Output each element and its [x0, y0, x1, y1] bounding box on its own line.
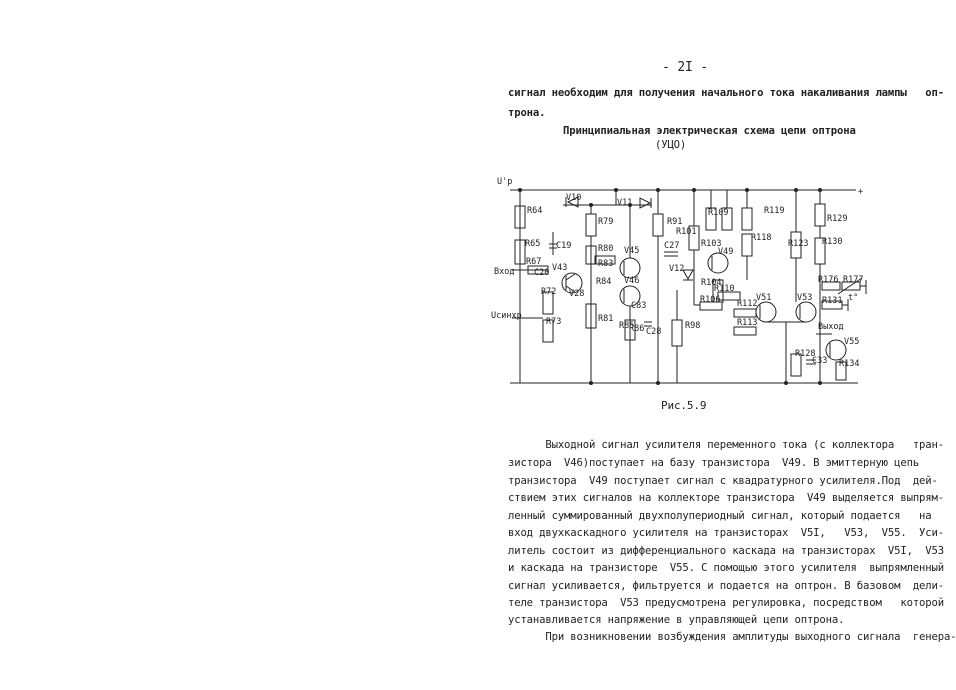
output-label: Выход [818, 322, 844, 332]
component-label: R109 [708, 208, 729, 218]
component-label: R67 [526, 257, 542, 267]
component-label: C83 [631, 301, 647, 311]
component-label: R81 [598, 314, 614, 324]
body-text-line: сигнал усиливается, фильтруется и подается на оптрон. В базовом дели- [508, 580, 944, 592]
body-text-line: транзистора V49 поступает сигнал с квадратурного усилителя.Под дей- [508, 475, 938, 487]
component-label: R85 [619, 321, 635, 331]
component-label: V51 [756, 293, 772, 303]
component-label: R129 [827, 214, 848, 224]
figure-caption: Рис.5.9 [661, 399, 707, 412]
supply-label: U'р [497, 177, 513, 187]
component-label: R128 [795, 349, 816, 359]
component-label: R79 [598, 217, 614, 227]
intro-text-line: трона. [508, 107, 546, 119]
component-label: V46 [624, 276, 640, 286]
body-text-line: ствием этих сигналов на коллекторе транзистора V49 выделяется выпрям- [508, 492, 944, 504]
component-label: R98 [685, 321, 701, 331]
component-label: C19 [556, 241, 572, 251]
component-label: V10 [566, 193, 582, 203]
component-label: R118 [751, 233, 772, 243]
figure-title: Принципиальная электрическая схема цепи оптрона [563, 125, 856, 137]
page-number: - 2I - [662, 60, 709, 75]
component-label: R65 [525, 239, 541, 249]
plus-label: + [858, 187, 864, 197]
component-label: R64 [527, 206, 543, 216]
component-label: V43 [552, 263, 568, 273]
component-label: V53 [797, 293, 813, 303]
component-label: R86 [629, 324, 645, 334]
component-label: R73 [546, 317, 562, 327]
component-label: R106 [700, 295, 721, 305]
component-label: R176 [818, 275, 839, 285]
component-label: R80 [598, 244, 614, 254]
component-label: R91 [667, 217, 683, 227]
body-text-line: и каскада на транзисторе V55. С помощью этого усилителя выпрямленный [508, 562, 944, 574]
body-text-line: ленный суммированный двухполупериодный сигнал, который подается на [508, 510, 932, 522]
component-label: R104 [701, 278, 722, 288]
component-label: R84 [596, 277, 612, 287]
component-label: R112 [737, 299, 758, 309]
body-text-line: устанавливается напряжение в управляющей цепи оптрона. [508, 614, 845, 626]
component-label: C28 [646, 327, 662, 337]
component-label: R113 [737, 318, 758, 328]
component-label: R72 [541, 287, 557, 297]
component-label: R83 [598, 259, 614, 269]
input-label: Вход [494, 267, 515, 277]
component-label: R131 [822, 296, 843, 306]
component-label: C33 [812, 356, 828, 366]
body-text-line: литель состоит из дифференциального каскада на транзисторах V5I, V53 [508, 545, 944, 557]
component-label: R134 [839, 359, 860, 369]
component-label: R110 [714, 284, 735, 294]
component-label: V49 [718, 247, 734, 257]
body-text-line: вход двухкаскадного усилителя на транзисторах V5I, V53, V55. Уси- [508, 527, 944, 539]
body-text-line: зистора V46)поступает на базу транзистора V49. В эмиттерную цепь [508, 457, 920, 469]
component-label: V12 [669, 264, 685, 274]
intro-text-line: сигнал необходим для получения начального тока накаливания лампы оп- [508, 87, 944, 99]
sync-label: Uсинхр [491, 311, 522, 321]
component-label: V45 [624, 246, 640, 256]
component-label: C27 [664, 241, 680, 251]
component-label: R130 [822, 237, 843, 247]
component-label: R101 [676, 227, 697, 237]
temp-label: t° [848, 293, 859, 303]
component-label: V55 [844, 337, 860, 347]
component-label: R123 [788, 239, 809, 249]
body-text-line: Выходной сигнал усилителя переменного тока (с коллектора тран- [508, 439, 944, 451]
component-label: R103 [701, 239, 722, 249]
body-text-line: теле транзистора V53 предусмотрена регулировка, посредством которой [508, 597, 944, 609]
component-label: C20 [534, 268, 550, 278]
component-label: R177 [843, 275, 864, 285]
component-label: R119 [764, 206, 785, 216]
body-text-line: При возникновении возбуждения амплитуды выходного сигнала генера- [508, 631, 956, 643]
component-label: V11 [617, 198, 633, 208]
component-label: V28 [569, 289, 585, 299]
figure-subtitle: (УЦО) [655, 139, 687, 151]
